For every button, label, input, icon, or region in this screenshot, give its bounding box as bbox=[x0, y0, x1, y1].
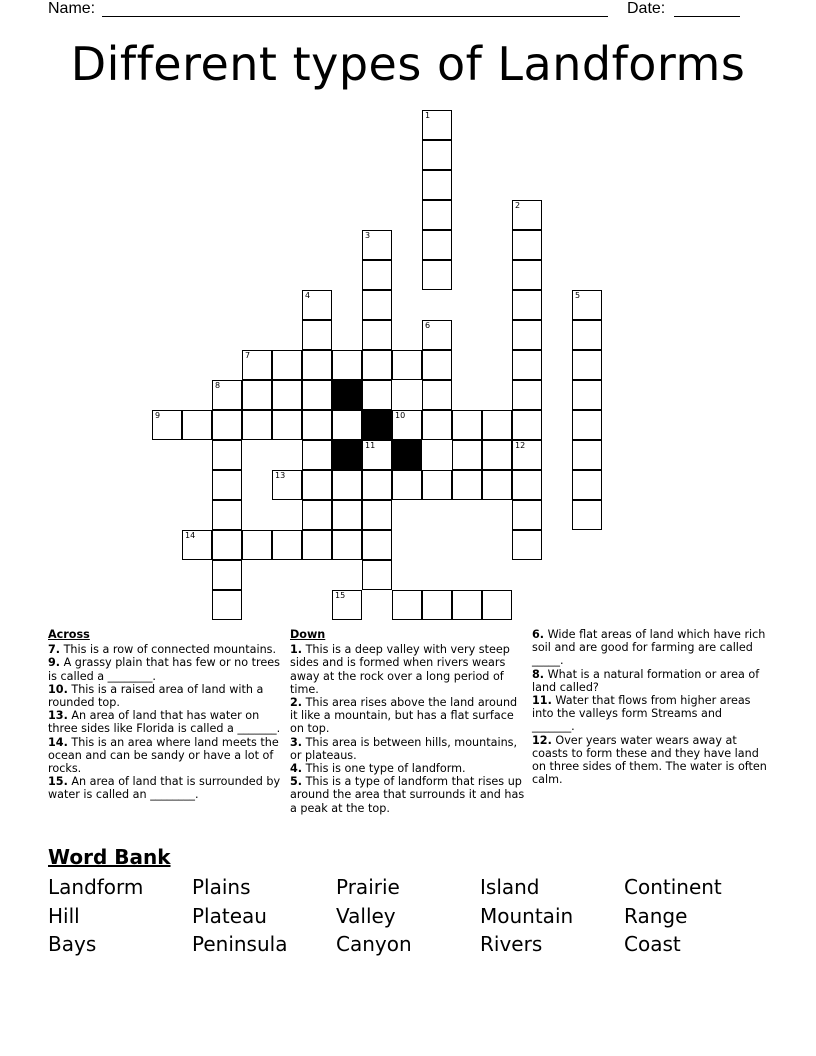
clue-text: An area of land that is surrounded by water is called an ________. bbox=[48, 775, 281, 802]
cell-number: 10 bbox=[395, 411, 406, 420]
cell-number: 8 bbox=[215, 381, 221, 390]
grid-cell[interactable] bbox=[392, 470, 422, 500]
grid-cell[interactable] bbox=[332, 500, 362, 530]
grid-cell[interactable] bbox=[512, 410, 542, 440]
grid-cell[interactable] bbox=[512, 440, 542, 470]
grid-cell[interactable] bbox=[422, 170, 452, 200]
grid-cell[interactable] bbox=[482, 440, 512, 470]
clue bbox=[48, 775, 284, 801]
grid-cell[interactable] bbox=[302, 440, 332, 470]
grid-cell[interactable] bbox=[482, 470, 512, 500]
grid-cell[interactable] bbox=[302, 470, 332, 500]
clue-number: 7. bbox=[48, 643, 61, 657]
grid-cell[interactable] bbox=[362, 440, 392, 470]
grid-cell[interactable] bbox=[572, 380, 602, 410]
grid-cell[interactable] bbox=[242, 380, 272, 410]
page-title: Different types of Landforms bbox=[70, 37, 746, 91]
word-bank-word: Coast bbox=[624, 932, 681, 956]
grid-cell[interactable] bbox=[242, 350, 272, 380]
word-bank-word: Range bbox=[624, 903, 688, 928]
clue bbox=[532, 694, 768, 734]
clue-number: 2. bbox=[290, 696, 303, 710]
clue-text: This is one type of landform. bbox=[302, 762, 466, 776]
word-bank-word: Continent bbox=[624, 875, 722, 899]
black-cell bbox=[392, 440, 422, 470]
grid-cell[interactable] bbox=[392, 410, 422, 440]
name-label: Name: bbox=[48, 0, 96, 17]
clue bbox=[532, 628, 768, 668]
down-clues bbox=[290, 628, 526, 815]
grid-cell[interactable] bbox=[332, 590, 362, 620]
word-bank-word: Valley bbox=[336, 903, 396, 928]
grid-cell[interactable] bbox=[362, 380, 392, 410]
grid-cell[interactable] bbox=[272, 350, 302, 380]
grid-cell[interactable] bbox=[272, 410, 302, 440]
grid-cell[interactable] bbox=[422, 320, 452, 350]
clue-text: This area rises above the land around it like a mountain, but has a flat surface on top. bbox=[290, 696, 518, 736]
grid-cell[interactable] bbox=[332, 410, 362, 440]
grid-cell[interactable] bbox=[422, 140, 452, 170]
grid-cell[interactable] bbox=[482, 410, 512, 440]
clue-text: What is a natural formation or area of land called? bbox=[532, 667, 760, 694]
grid-cell[interactable] bbox=[572, 500, 602, 530]
grid-cell[interactable] bbox=[422, 410, 452, 440]
grid-cell[interactable] bbox=[512, 260, 542, 290]
word-bank-word: Hill bbox=[48, 903, 80, 928]
grid-cell[interactable] bbox=[362, 230, 392, 260]
grid-cell[interactable] bbox=[422, 110, 452, 140]
cell-number: 15 bbox=[335, 591, 346, 600]
word-bank-word: Peninsula bbox=[192, 932, 288, 956]
grid-cell[interactable] bbox=[302, 380, 332, 410]
grid-cell[interactable] bbox=[212, 590, 242, 620]
clue-text: This is an area where land meets the ocean and can be sandy or have a lot of rocks. bbox=[48, 735, 279, 776]
clue-number: 3. bbox=[290, 735, 303, 749]
clue bbox=[48, 709, 284, 735]
black-cell bbox=[362, 410, 392, 440]
grid-cell[interactable] bbox=[512, 380, 542, 410]
clue-number: 1. bbox=[290, 643, 303, 657]
down-heading: Down bbox=[290, 628, 326, 641]
grid-cell[interactable] bbox=[182, 530, 212, 560]
clue bbox=[290, 762, 526, 775]
clue bbox=[290, 736, 526, 762]
grid-cell[interactable] bbox=[422, 230, 452, 260]
grid-cell[interactable] bbox=[362, 290, 392, 320]
clue bbox=[532, 734, 768, 787]
clue-text: Water that flows from higher areas into the valleys form Streams and _______. bbox=[532, 694, 751, 734]
cell-number: 14 bbox=[185, 531, 196, 540]
grid-cell[interactable] bbox=[272, 530, 302, 560]
grid-cell[interactable] bbox=[302, 350, 332, 380]
cell-number: 3 bbox=[365, 231, 371, 240]
grid-cell[interactable] bbox=[572, 410, 602, 440]
grid-cell[interactable] bbox=[482, 590, 512, 620]
grid-cell[interactable] bbox=[422, 260, 452, 290]
word-bank-word: Landform bbox=[48, 875, 144, 899]
clue-number: 6. bbox=[532, 628, 545, 641]
grid-cell[interactable] bbox=[362, 500, 392, 530]
word-bank bbox=[48, 843, 768, 959]
word-bank-word: Rivers bbox=[480, 932, 543, 956]
grid-cell[interactable] bbox=[422, 200, 452, 230]
grid-cell[interactable] bbox=[302, 290, 332, 320]
clue-number: 14. bbox=[48, 735, 68, 749]
grid-cell[interactable] bbox=[572, 350, 602, 380]
grid-cell[interactable] bbox=[452, 590, 482, 620]
clue-text: Over years water wears away at coasts to form these and they have land on three sides of them. The water is often calm. bbox=[532, 733, 767, 787]
clue-number: 8. bbox=[532, 667, 545, 681]
grid-cell[interactable] bbox=[422, 350, 452, 380]
word-bank-word: Island bbox=[480, 875, 540, 899]
grid-cell[interactable] bbox=[362, 260, 392, 290]
grid-cell[interactable] bbox=[512, 350, 542, 380]
grid-cell[interactable] bbox=[242, 530, 272, 560]
grid-cell[interactable] bbox=[512, 530, 542, 560]
grid-cell[interactable] bbox=[302, 530, 332, 560]
cell-number: 4 bbox=[305, 291, 311, 300]
across-clues bbox=[48, 628, 284, 802]
grid-cell[interactable] bbox=[272, 380, 302, 410]
grid-cell[interactable] bbox=[212, 560, 242, 590]
across-list bbox=[48, 643, 284, 801]
clue-number: 13. bbox=[48, 709, 68, 723]
word-bank-word: Canyon bbox=[336, 932, 412, 956]
date-label: Date: bbox=[627, 0, 666, 17]
grid-cell[interactable] bbox=[572, 440, 602, 470]
clue bbox=[48, 683, 284, 709]
grid-cell[interactable] bbox=[212, 530, 242, 560]
clue bbox=[48, 656, 284, 682]
clue-text: This is a type of landform that rises up around the area that surrounds it and has a peak at the top. bbox=[290, 775, 525, 815]
grid-cell[interactable] bbox=[212, 380, 242, 410]
clue-text: An area of land that has water on three sides like Florida is called a _______. bbox=[48, 709, 281, 736]
grid-cell[interactable] bbox=[272, 470, 302, 500]
cell-number: 13 bbox=[275, 471, 286, 480]
clue-text: Wide flat areas of land which have rich soil and are good for farming are called _____. bbox=[532, 628, 766, 668]
clue bbox=[290, 643, 526, 696]
cell-number: 6 bbox=[425, 321, 431, 330]
grid-cell[interactable] bbox=[572, 320, 602, 350]
across-heading: Across bbox=[48, 628, 90, 641]
word-bank-word: Plains bbox=[192, 875, 251, 899]
clue-text: This area is between hills, mountains, or plateaus. bbox=[290, 735, 518, 762]
grid-cell[interactable] bbox=[512, 200, 542, 230]
grid-cell[interactable] bbox=[302, 500, 332, 530]
cell-number: 11 bbox=[365, 441, 376, 450]
grid-cell[interactable] bbox=[212, 440, 242, 470]
clue bbox=[532, 668, 768, 694]
cell-number: 2 bbox=[515, 201, 521, 210]
cell-number: 12 bbox=[515, 441, 526, 450]
clue-number: 5. bbox=[290, 775, 303, 789]
grid-cell[interactable] bbox=[512, 320, 542, 350]
clue-number: 12. bbox=[532, 733, 552, 747]
grid-cell[interactable] bbox=[362, 320, 392, 350]
clue-text: This is a deep valley with very steep sides and is formed when rivers wears away at the rock over a long period of time. bbox=[290, 643, 510, 696]
grid-cell[interactable] bbox=[152, 410, 182, 440]
grid-cell[interactable] bbox=[452, 470, 482, 500]
grid-cell[interactable] bbox=[362, 470, 392, 500]
grid-cell[interactable] bbox=[362, 350, 392, 380]
clue-number: 11. bbox=[532, 694, 552, 708]
clue bbox=[290, 696, 526, 736]
grid-cell[interactable] bbox=[362, 560, 392, 590]
grid-cell[interactable] bbox=[512, 230, 542, 260]
grid-cell[interactable] bbox=[392, 590, 422, 620]
grid-cell[interactable] bbox=[422, 470, 452, 500]
clue-number: 10. bbox=[48, 682, 68, 696]
grid-cell[interactable] bbox=[212, 470, 242, 500]
clue-number: 9. bbox=[48, 656, 61, 670]
grid-cell[interactable] bbox=[302, 320, 332, 350]
clue-text: This is a row of connected mountains. bbox=[60, 643, 277, 657]
clue-number: 15. bbox=[48, 775, 68, 789]
grid-cell[interactable] bbox=[242, 410, 272, 440]
clue-number: 4. bbox=[290, 762, 303, 776]
down-list bbox=[290, 643, 526, 815]
down-clues-continued bbox=[532, 628, 768, 786]
down-list-continued bbox=[532, 628, 768, 786]
grid-cell[interactable] bbox=[452, 410, 482, 440]
grid-cell[interactable] bbox=[212, 410, 242, 440]
grid-cell[interactable] bbox=[212, 500, 242, 530]
clue bbox=[48, 736, 284, 776]
cell-number: 5 bbox=[575, 291, 581, 300]
grid-cell[interactable] bbox=[572, 470, 602, 500]
grid-cell[interactable] bbox=[512, 290, 542, 320]
black-cell bbox=[332, 440, 362, 470]
word-bank-title: Word Bank bbox=[48, 845, 171, 869]
grid-cell[interactable] bbox=[422, 590, 452, 620]
grid-cell[interactable] bbox=[512, 470, 542, 500]
grid-cell[interactable] bbox=[512, 500, 542, 530]
clue bbox=[290, 775, 526, 815]
cell-number: 9 bbox=[155, 411, 161, 420]
cell-number: 1 bbox=[425, 111, 431, 120]
black-cell bbox=[332, 380, 362, 410]
grid-cell[interactable] bbox=[332, 350, 362, 380]
clue bbox=[48, 643, 284, 656]
word-bank-word: Plateau bbox=[192, 903, 267, 928]
grid-cell[interactable] bbox=[362, 530, 392, 560]
grid-cell[interactable] bbox=[332, 530, 362, 560]
grid-cell[interactable] bbox=[182, 410, 212, 440]
word-bank-word: Bays bbox=[48, 932, 97, 956]
word-bank-word: Prairie bbox=[336, 875, 400, 899]
grid-cell[interactable] bbox=[302, 410, 332, 440]
word-bank-word: Mountain bbox=[480, 903, 574, 928]
grid-cell[interactable] bbox=[572, 290, 602, 320]
cell-number: 7 bbox=[245, 351, 251, 360]
clue-text: A grassy plain that has few or no trees is called a ________. bbox=[48, 656, 280, 683]
clue-text: This is a raised area of land with a rounded top. bbox=[48, 682, 264, 710]
grid-cell[interactable] bbox=[452, 440, 482, 470]
word-bank-grid bbox=[48, 873, 768, 959]
grid-cell[interactable] bbox=[332, 470, 362, 500]
grid-cell[interactable] bbox=[392, 350, 422, 380]
grid-cell[interactable] bbox=[422, 380, 452, 410]
